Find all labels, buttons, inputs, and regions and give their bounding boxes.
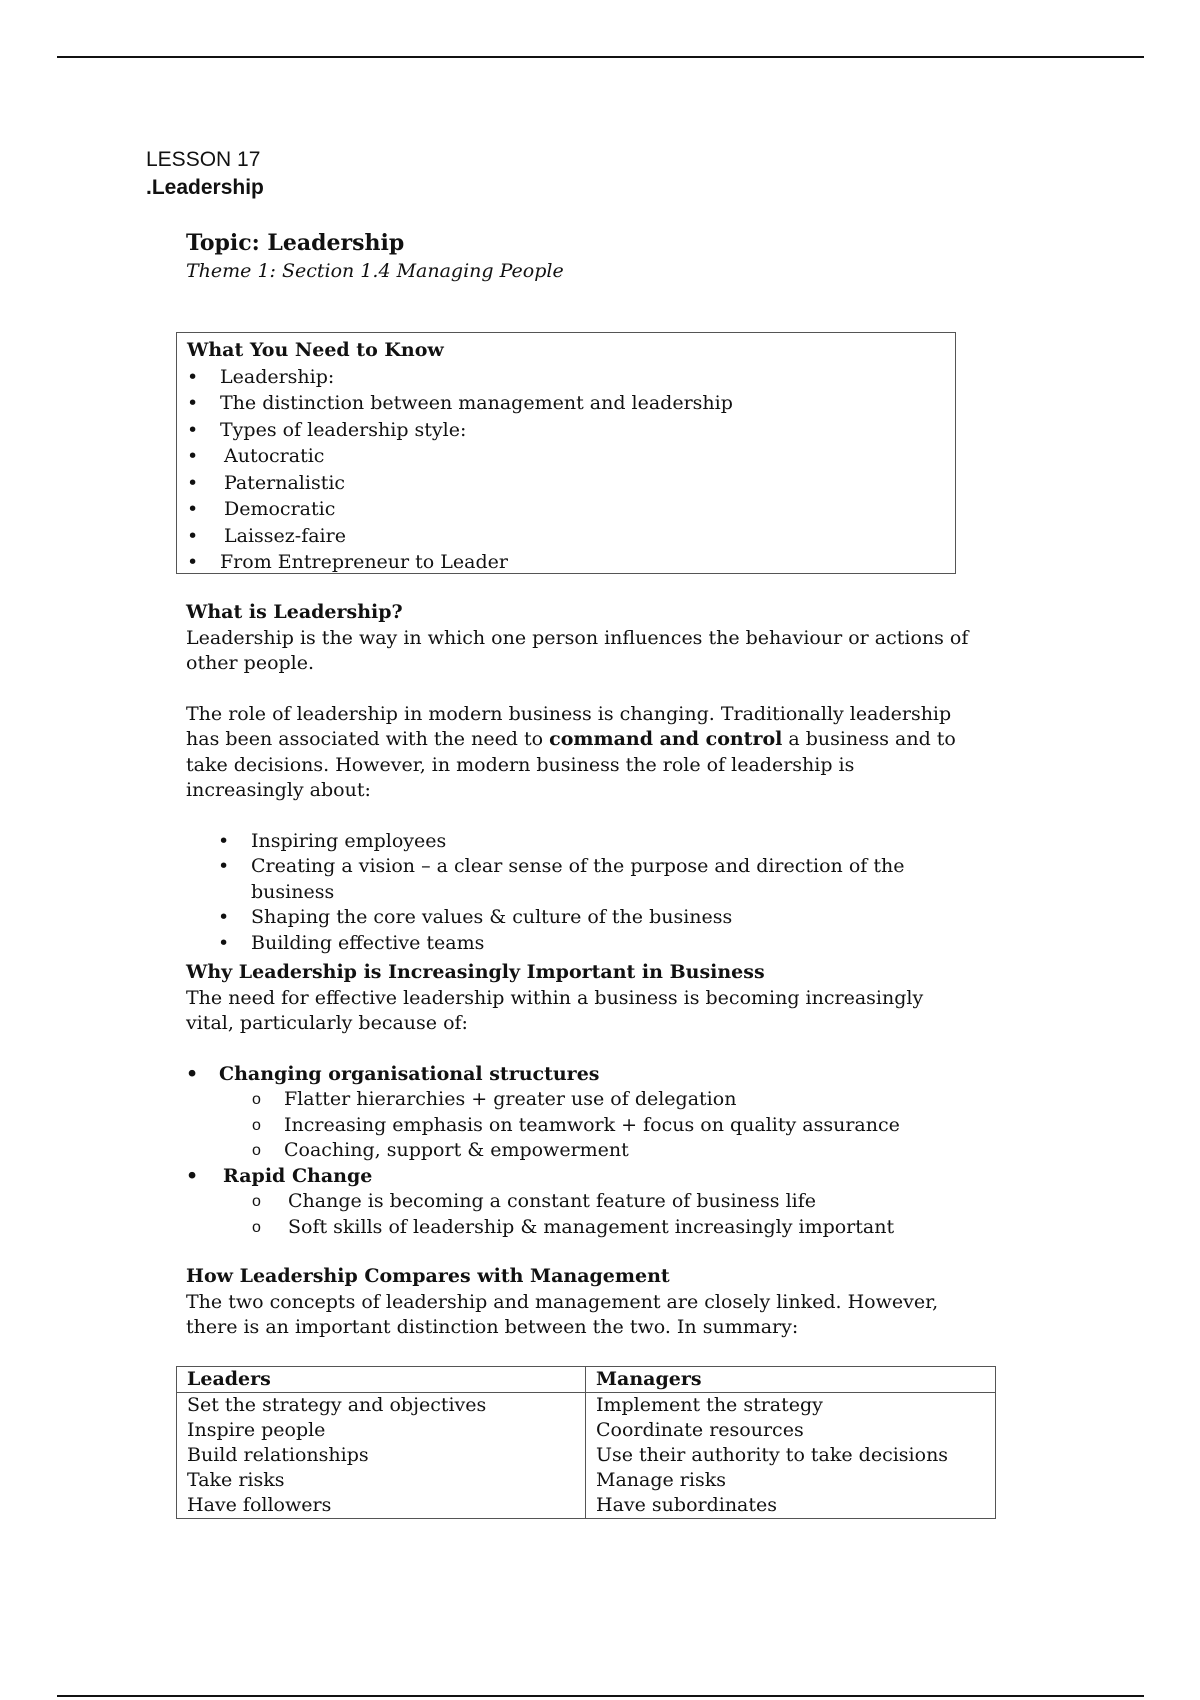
table-cell: Coordinate resources (586, 1418, 996, 1443)
table-row (177, 1493, 996, 1519)
list-item: • From Entrepreneur to Leader (187, 549, 945, 576)
lesson-title: .Leadership (146, 176, 264, 199)
lesson-header (146, 146, 264, 202)
need-to-know-heading: What You Need to Know (187, 339, 444, 361)
table-row (177, 1468, 996, 1493)
role-paragraph (186, 702, 976, 804)
why-important-heading: Why Leadership is Increasingly Important in Business (186, 961, 765, 983)
table-row (177, 1393, 996, 1419)
lesson-number: LESSON 17 (146, 148, 261, 171)
table-header-row (177, 1367, 996, 1393)
comparison-table (176, 1366, 996, 1519)
what-is-section (186, 600, 976, 956)
table-row (177, 1443, 996, 1468)
list-item: • Laissez-faire (187, 523, 945, 550)
need-to-know-box (176, 332, 956, 574)
what-is-heading: What is Leadership? (186, 601, 403, 623)
list-item: • Paternalistic (187, 470, 945, 497)
table-row (177, 1418, 996, 1443)
bottom-rule (57, 1695, 1144, 1697)
topic-subtitle: Theme 1: Section 1.4 Managing People (186, 260, 564, 282)
sub-item: o Flatter hierarchies + greater use of delegation (186, 1087, 976, 1113)
why-important-section (186, 960, 976, 1240)
table-cell: Have followers (177, 1493, 586, 1519)
table-cell: Have subordinates (586, 1493, 996, 1519)
compare-intro: The two concepts of leadership and management are closely linked. However, there is an important distinction between the two. In summary: (186, 1290, 939, 1338)
role-bullets (218, 829, 976, 957)
column-header-managers: Managers (586, 1367, 996, 1393)
list-item: • Democratic (187, 496, 945, 523)
group-title-rapid-change: • Rapid Change (186, 1164, 976, 1190)
sub-item: o Increasing emphasis on teamwork + focus on quality assurance (186, 1113, 976, 1139)
topic-header (186, 228, 1016, 284)
table-cell: Manage risks (586, 1468, 996, 1493)
table-cell: Implement the strategy (586, 1393, 996, 1419)
list-item: • Leadership: (187, 364, 945, 391)
group-title-structures: • Changing organisational structures (186, 1062, 976, 1088)
list-item: • Types of leadership style: (187, 417, 945, 444)
why-important-intro: The need for effective leadership within a business is becoming increasingly vital, particularly because of: (186, 986, 924, 1034)
role-text-start: The role of leadership in modern business is changing. Traditionally leadership has been associated with the need to (186, 702, 952, 750)
list-item: • Autocratic (187, 443, 945, 470)
role-text-end: a business and to take decisions. However, in modern business the role of leadership is increasingly about: (186, 728, 956, 801)
sub-item: o Soft skills of leadership & management increasingly important (186, 1215, 976, 1241)
column-header-leaders: Leaders (177, 1367, 586, 1393)
sub-item: o Coaching, support & empowerment (186, 1138, 976, 1164)
top-rule (57, 56, 1144, 58)
list-item: • Creating a vision – a clear sense of the purpose and direction of the business (218, 854, 976, 905)
why-important-list (186, 1062, 976, 1241)
sub-item: o Change is becoming a constant feature of business life (186, 1189, 976, 1215)
topic-title: Topic: Leadership (186, 230, 405, 256)
table-cell: Inspire people (177, 1418, 586, 1443)
table-cell: Take risks (177, 1468, 586, 1493)
list-item: • Building effective teams (218, 931, 976, 957)
table-cell: Use their authority to take decisions (586, 1443, 996, 1468)
list-item: • Inspiring employees (218, 829, 976, 855)
definition-text: Leadership is the way in which one person influences the behaviour or actions of other people. (186, 626, 969, 674)
list-item: • Shaping the core values & culture of the business (218, 905, 976, 931)
need-to-know-list (187, 364, 945, 576)
role-text-bold: command and control (549, 728, 783, 750)
compare-heading: How Leadership Compares with Management (186, 1265, 670, 1287)
table-cell: Set the strategy and objectives (177, 1393, 586, 1419)
list-item: • The distinction between management and leadership (187, 390, 945, 417)
table-cell: Build relationships (177, 1443, 586, 1468)
compare-section (186, 1264, 976, 1341)
